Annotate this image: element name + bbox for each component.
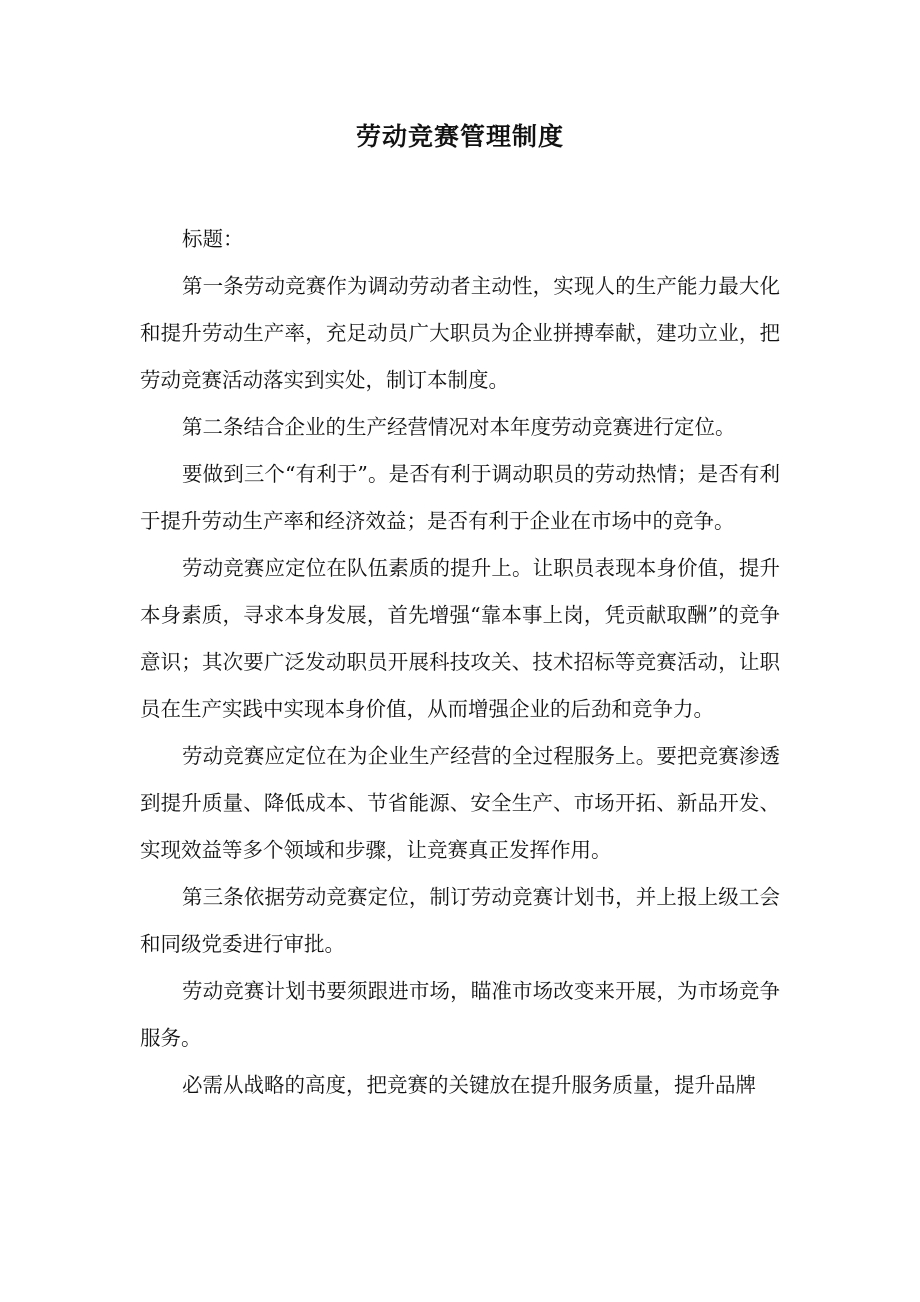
- paragraph-article-3: 第三条依据劳动竞赛定位，制订劳动竞赛计划书，并上报上级工会和同级党委进行审批。: [140, 885, 780, 956]
- paragraph-three-benefits: 要做到三个“有利于”。是否有利于调动职员的劳动热情；是否有利于提升劳动生产率和经济效益；是否有利于企业在市场中的竞争。: [140, 462, 780, 533]
- document-body: [140, 216, 780, 1109]
- paragraph-article-2: 第二条结合企业的生产经营情况对本年度劳动竞赛进行定位。: [182, 415, 736, 439]
- paragraph-strategy: 必需从战略的高度，把竞赛的关键放在提升服务质量，提升品牌: [182, 1073, 756, 1097]
- document-title: 劳动竞赛管理制度: [355, 122, 564, 151]
- paragraph-article-1: 第一条劳动竞赛作为调动劳动者主动性，实现人的生产能力最大化和提升劳动生产率，充足动员广大职员为企业拼搏奉献，建功立业，把劳动竞赛活动落实到实处，制订本制度。: [140, 274, 780, 392]
- paragraph-team-quality: 劳动竞赛应定位在队伍素质的提升上。让职员表现本身价值，提升本身素质，寻求本身发展，首先增强“靠本事上岗，凭贡献取酬”的竞争意识；其次要广泛发动职员开展科技攻关、技术招标等竞赛活动，让职员在生产实践中实现本身价值，从而增强企业的后劲和竞争力。: [140, 556, 780, 721]
- paragraph-plan-market: 劳动竞赛计划书要须跟进市场，瞄准市场改变来开展，为市场竞争服务。: [140, 979, 780, 1050]
- paragraph-heading-label: 标题：: [182, 227, 244, 251]
- paragraph-production-service: 劳动竞赛应定位在为企业生产经营的全过程服务上。要把竞赛渗透到提升质量、降低成本、节省能源、安全生产、市场开拓、新品开发、实现效益等多个领域和步骤，让竞赛真正发挥作用。: [140, 744, 780, 862]
